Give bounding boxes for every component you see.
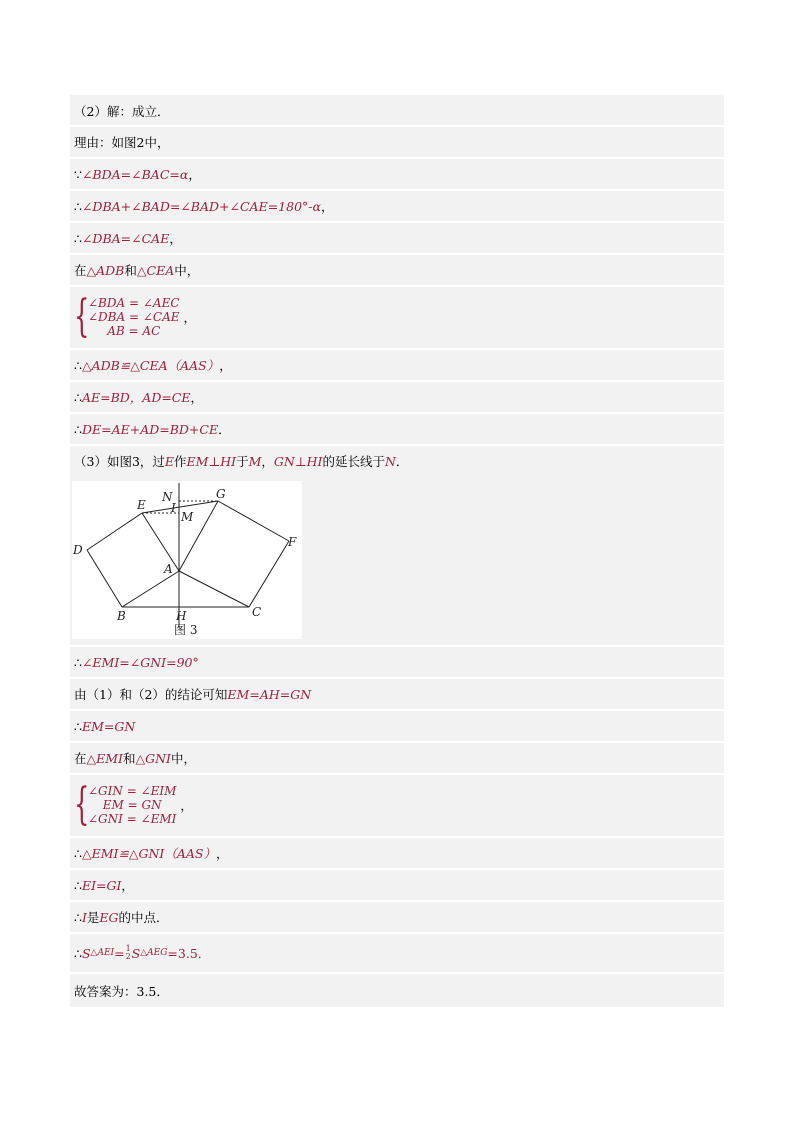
solution-line: [70, 647, 724, 677]
equation-system-2: [70, 778, 724, 832]
therefore-symbol: ∴: [74, 945, 82, 961]
label-d: D: [73, 543, 83, 557]
math-expression: GN⊥HI: [273, 453, 323, 469]
math-expression: EI=GI: [81, 877, 122, 893]
math-expression: DE=AE+AD=BD+CE: [81, 421, 219, 437]
therefore-symbol: ∴: [74, 389, 82, 405]
text: 作: [174, 454, 187, 469]
label-n: N: [162, 490, 173, 504]
therefore-symbol: ∴: [74, 357, 82, 373]
triangle-name: △ADB: [86, 262, 125, 278]
solution-line: [70, 870, 724, 900]
row-divider: [70, 285, 724, 287]
solution-line: [70, 414, 724, 444]
text: 和: [124, 263, 137, 278]
point-name: E: [164, 453, 175, 469]
fraction-denominator: 2: [125, 952, 131, 961]
punctuation: ，: [183, 310, 197, 325]
math-expression: ∠DBA=∠CAE: [81, 230, 170, 246]
figure-3-diagram: [72, 481, 302, 639]
area-subscript: △AEI: [90, 948, 115, 958]
punctuation: ，: [219, 358, 232, 373]
system-row: ∠GNI = ∠EMI: [88, 812, 177, 826]
label-b: B: [117, 609, 126, 623]
text: 中，: [171, 751, 197, 766]
math-expression: ∠BDA=∠BAC=α: [81, 166, 189, 182]
triangle-name: △CEA: [136, 262, 175, 278]
punctuation: ，: [121, 878, 134, 893]
punctuation: ．: [395, 454, 409, 469]
math-expression: ∠DBA+∠BAD=∠BAD+∠CAE=180°-α: [81, 198, 321, 214]
text: 由（1）和（2）的结论可知: [74, 687, 228, 702]
therefore-symbol: ∴: [74, 198, 82, 214]
math-expression: △ADB≌△CEA（AAS）: [81, 358, 220, 373]
area-symbol: S: [131, 945, 141, 961]
solution-line: [70, 255, 724, 285]
system-row: ∠BDA = ∠AEC: [88, 296, 180, 310]
label-c: C: [252, 605, 262, 619]
solution-line: [70, 191, 724, 221]
point-name: M: [248, 453, 262, 469]
row-divider: [70, 972, 724, 974]
point-name: N: [384, 453, 396, 469]
text: 的延长线于: [322, 454, 385, 469]
text: （3）如图3，过: [74, 454, 165, 469]
punctuation: ，: [261, 454, 274, 469]
therefore-symbol: ∴: [74, 230, 82, 246]
math-expression: △EMI≌△GNI（AAS）: [81, 846, 216, 861]
solution-line: [70, 679, 724, 709]
math-expression: =3.5．: [167, 946, 211, 961]
solution-line: [70, 223, 724, 253]
label-h: H: [176, 609, 187, 623]
solution-line: [70, 127, 724, 157]
solution-line: [70, 743, 724, 773]
equation-system-1: [70, 290, 724, 344]
solution-line: [70, 936, 724, 970]
text: 的中点．: [118, 910, 169, 925]
solution-line: [70, 159, 724, 189]
label-m: M: [181, 510, 194, 524]
system-rows: [88, 784, 176, 826]
system-row: EM = GN: [102, 798, 162, 812]
label-f: F: [288, 535, 297, 549]
reason-text: 理由：如图2中，: [74, 135, 170, 150]
text: 在: [74, 751, 87, 766]
math-expression: EM=GN: [81, 718, 136, 734]
text: 和: [123, 751, 136, 766]
label-g: G: [216, 487, 226, 501]
text: 中，: [174, 263, 200, 278]
therefore-symbol: ∴: [74, 654, 82, 670]
therefore-symbol: ∴: [74, 718, 82, 734]
punctuation: ，: [180, 798, 193, 813]
system-rows: [88, 296, 180, 338]
punctuation: ，: [190, 390, 204, 405]
punctuation: ，: [169, 231, 182, 246]
area-subscript: △AEG: [140, 948, 168, 958]
row-divider: [70, 773, 724, 775]
because-symbol: ∵: [74, 166, 82, 182]
left-brace-icon: {: [74, 291, 90, 342]
punctuation: ，: [320, 199, 334, 214]
solution-line: [70, 96, 724, 126]
area-symbol: S: [81, 945, 91, 961]
segment-name: EG: [99, 909, 119, 925]
figure-caption: 图 3: [174, 623, 198, 637]
math-expression: EM⊥HI: [186, 453, 237, 469]
left-brace-icon: {: [74, 779, 90, 830]
math-expression: ∠EMI=∠GNI=90°: [81, 654, 199, 670]
solution-line: [70, 711, 724, 741]
equals-sign: =: [114, 945, 125, 961]
label-a: A: [164, 562, 173, 576]
therefore-symbol: ∴: [74, 845, 82, 861]
punctuation: ，: [188, 167, 201, 182]
therefore-symbol: ∴: [74, 909, 82, 925]
point-name: I: [81, 909, 87, 925]
math-expression: AE=BD，AD=CE: [81, 390, 191, 405]
punctuation: ，: [216, 846, 229, 861]
label-e: E: [137, 498, 146, 512]
part2-heading: （2）解：成立．: [74, 104, 170, 119]
punctuation: ．: [218, 422, 231, 437]
system-row: ∠DBA = ∠CAE: [88, 310, 180, 324]
solution-line: [70, 976, 724, 1006]
fraction: [126, 945, 131, 961]
triangle-name: △GNI: [135, 750, 171, 766]
label-i: I: [171, 501, 176, 515]
solution-line: [70, 350, 724, 380]
therefore-symbol: ∴: [74, 421, 82, 437]
math-expression: EM=AH=GN: [227, 686, 312, 702]
therefore-symbol: ∴: [74, 877, 82, 893]
text: 于: [236, 454, 249, 469]
text: 在: [74, 263, 87, 278]
system-row: AB = AC: [107, 324, 161, 338]
solution-line: [70, 902, 724, 932]
solution-line: [70, 382, 724, 412]
triangle-name: △EMI: [86, 750, 123, 766]
fraction-numerator: 1: [125, 944, 131, 953]
row-divider: [70, 932, 724, 934]
geometry-figure: [72, 481, 302, 639]
solution-line: [70, 838, 724, 868]
final-answer: 故答案为：3.5．: [74, 984, 169, 999]
text: 是: [86, 910, 100, 925]
solution-line: [70, 446, 724, 476]
system-row: ∠GIN = ∠EIM: [88, 784, 177, 798]
